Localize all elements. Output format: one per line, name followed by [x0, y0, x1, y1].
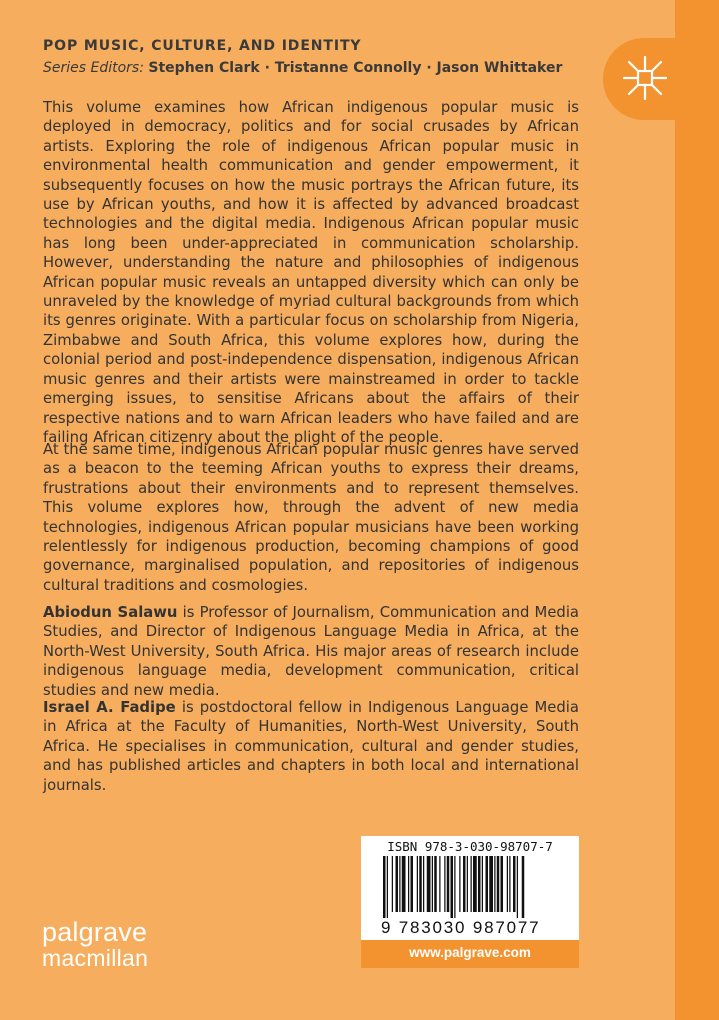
- barcode-bar: [482, 856, 483, 912]
- barcode-digits: 9 783030 987077: [381, 918, 541, 937]
- blurb-paragraph-1: This volume examines how African indigenous popular music is deployed in democracy, politics and for social crusades by African artists. Exploring the role of indigenous African popular music in environmental health communication and gender empowerment, it subsequently focuses on how the music portrays the African future, its use by African youths, and how it is affected by advanced broadcast technologies and the digital media. Indigenous African popular music has long been under-appreciated in communication scholarship. However, understanding the nature and philosophies of indigenous African popular music reveals an untapped diversity which can only be unraveled by the knowledge of myriad cultural backgrounds from which its genres originate. With a particular focus on scholarship from Nigeria, Zimbabwe and South Africa, this volume explores how, during the colonial period and post-independence dispensation, indigenous African music genres and their artists were mainstreamed in order to tackle emerging issues, to sensitise Africans about the affairs of their respective nations and to warn African leaders who have failed and are failing African citizenry about the plight of the people.: [43, 99, 579, 446]
- barcode-bar: [399, 856, 400, 912]
- barcode-bar: [427, 856, 431, 912]
- author-name: Abiodun Salawu: [43, 604, 178, 621]
- barcode-bar: [467, 856, 468, 912]
- author-name: Israel A. Fadipe: [43, 699, 176, 716]
- barcode-bar: [392, 856, 393, 912]
- barcode-bar: [447, 856, 450, 912]
- barcode-bar: [432, 856, 433, 912]
- author-bio-salawu: [43, 603, 579, 700]
- author-bio-fadipe: [43, 698, 579, 795]
- series-title: POP MUSIC, CULTURE, AND IDENTITY: [43, 38, 362, 54]
- barcode-bar: [408, 856, 409, 912]
- barcode-bar: [471, 856, 472, 912]
- barcode-bar: [459, 856, 460, 912]
- barcode-bar: [463, 856, 466, 912]
- barcode-bar: [454, 856, 455, 918]
- author-bio-text: is postdoctoral fellow in Indigenous Language Media in Africa at the Faculty of Humanities, North-West University, South Africa. He specialises in communication, cultural and gender studies, and has published articles and chapters in both local and international journals.: [43, 699, 579, 794]
- book-spine: [675, 0, 719, 1020]
- barcode-bar: [402, 856, 406, 912]
- barcode-bar: [478, 856, 481, 912]
- barcode-bar: [419, 856, 422, 912]
- barcode-bar: [383, 856, 386, 918]
- barcode-bar: [444, 856, 445, 912]
- barcode-bar: [501, 856, 504, 912]
- publisher-website-bar: [361, 940, 579, 968]
- series-badge: [603, 38, 719, 120]
- barcode-block: [361, 836, 579, 968]
- barcode-bar: [387, 856, 388, 918]
- publisher-logo-line2: macmillan: [42, 945, 149, 971]
- barcode-bar: [509, 856, 510, 912]
- isbn-label: ISBN 978-3-030-98707-7: [387, 839, 553, 854]
- publisher-logo: [42, 918, 148, 970]
- barcode-bar: [489, 856, 493, 912]
- series-editors-names: Stephen Clark · Tristanne Connolly · Jason Whittaker: [148, 60, 563, 76]
- publisher-logo-line1: palgrave: [42, 917, 148, 947]
- series-editors: [43, 60, 562, 76]
- author-bio-text: is Professor of Journalism, Communication and Media Studies, and Director of Indigenous Language Media in Africa, at the North-West University, South Africa. His major areas of research include indigenous language media, development communication, critical studies and new media.: [43, 604, 579, 699]
- barcode-bar: [494, 856, 495, 912]
- barcode-bar: [451, 856, 454, 918]
- series-editors-label: Series Editors:: [43, 60, 144, 76]
- barcode-bar: [507, 856, 508, 912]
- blurb-paragraph-2: At the same time, indigenous African popular music genres have served as a beacon to the teeming African youths to express their dreams, frustrations about their environments and to represent themselves. This volume explores how, through the advent of new media technologies, indigenous African popular musicians have been working relentlessly for indigenous production, becoming champions of good governance, marginalised population, and repositories of indigenous cultural traditions and cosmologies.: [43, 441, 579, 594]
- barcode-bar: [497, 856, 500, 912]
- barcode-bar: [439, 856, 440, 912]
- springer-network-icon: [621, 54, 669, 102]
- barcode-bars: [369, 856, 571, 918]
- barcode-bar: [517, 856, 518, 918]
- barcode-bar: [522, 856, 525, 918]
- barcode-bar: [417, 856, 418, 912]
- barcode-bar: [396, 856, 399, 912]
- publisher-website: www.palgrave.com: [409, 945, 531, 960]
- barcode-bar: [513, 856, 516, 912]
- barcode-bar: [473, 856, 477, 912]
- barcode-bar: [411, 856, 414, 912]
- barcode-bar: [434, 856, 437, 912]
- barcode-bar: [486, 856, 489, 912]
- barcode-bar: [423, 856, 424, 912]
